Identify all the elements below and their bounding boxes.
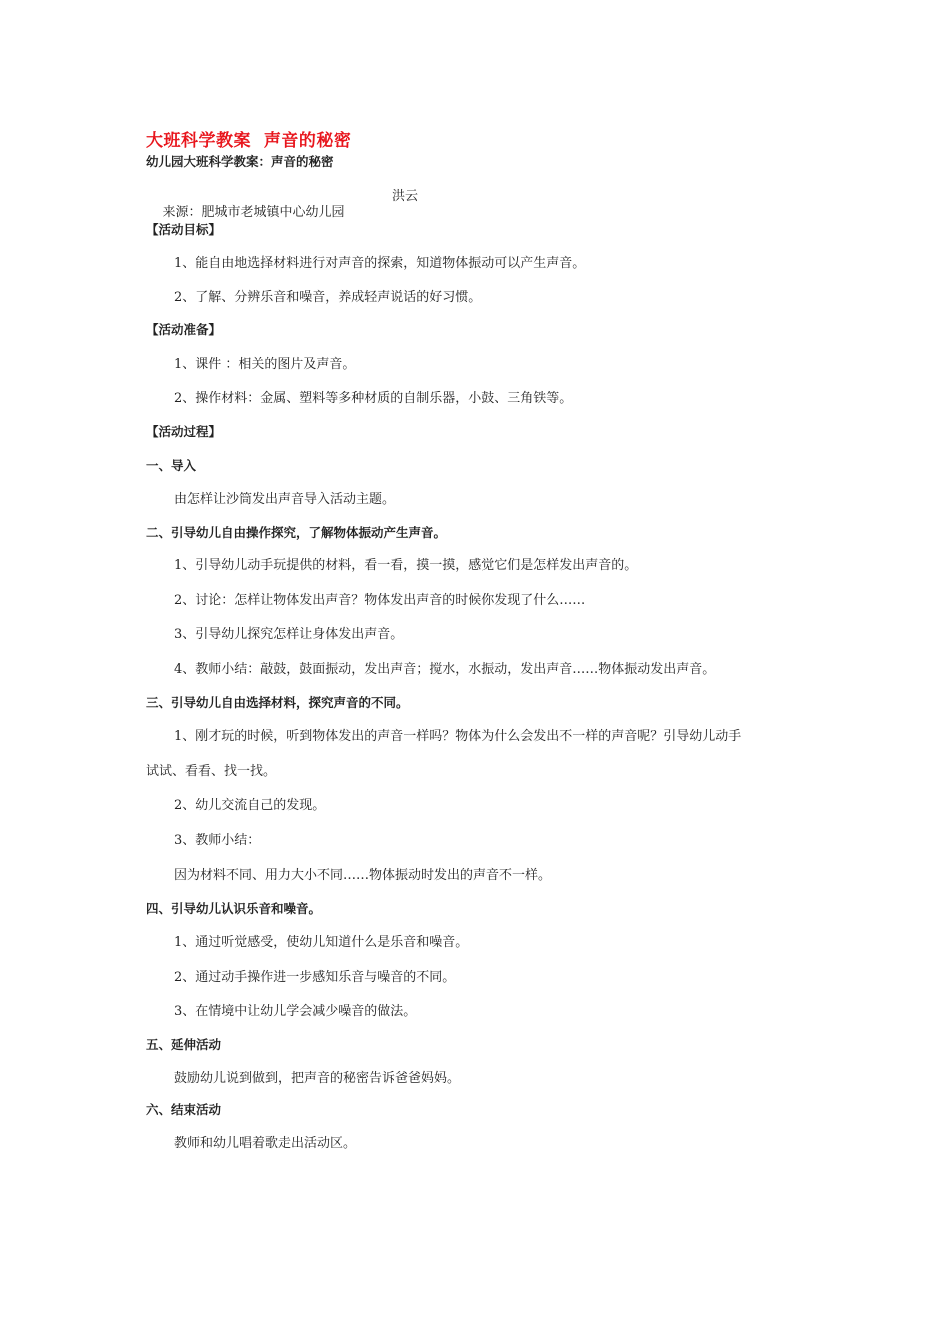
section-2-item: 1、引导幼儿动手玩提供的材料，看一看，摸一摸，感觉它们是怎样发出声音的。 [174, 558, 638, 573]
section-3-item: 1、刚才玩的时候，听到物体发出的声音一样吗？物体为什么会发出不一样的声音呢？引导幼儿动手 [174, 729, 742, 744]
section-2-item: 3、引导幼儿探究怎样让身体发出声音。 [174, 627, 404, 642]
process-heading: 【活动过程】 [146, 424, 222, 439]
section-4-item: 3、在情境中让幼儿学会减少噪音的做法。 [174, 1004, 417, 1019]
section-4-item: 2、通过动手操作进一步感知乐音与噪音的不同。 [174, 970, 456, 985]
goals-heading: 【活动目标】 [146, 222, 222, 237]
section-1-paragraph: 由怎样让沙筒发出声音导入活动主题。 [174, 492, 396, 507]
goal-item: 1、能自由地选择材料进行对声音的探索，知道物体振动可以产生声音。 [174, 256, 586, 271]
section-2-item: 4、教师小结：敲鼓，鼓面振动，发出声音；搅水，水振动，发出声音……物体振动发出声音。 [174, 662, 716, 677]
prep-heading: 【活动准备】 [146, 322, 222, 337]
section-5-heading: 五、延伸活动 [146, 1037, 222, 1052]
section-4-heading: 四、引导幼儿认识乐音和噪音。 [146, 901, 322, 916]
section-1-heading: 一、导入 [146, 458, 197, 473]
prep-item: 1、课件 ：相关的图片及声音。 [174, 357, 356, 372]
section-4-item: 1、通过听觉感受，使幼儿知道什么是乐音和噪音。 [174, 935, 469, 950]
document-subtitle: 幼儿园大班科学教案：声音的秘密 [146, 154, 334, 169]
section-5-paragraph: 鼓励幼儿说到做到，把声音的秘密告诉爸爸妈妈。 [174, 1071, 461, 1086]
section-3-item: 2、幼儿交流自己的发现。 [174, 798, 326, 813]
section-3-heading: 三、引导幼儿自由选择材料，探究声音的不同。 [146, 695, 409, 710]
source-label: 来源：肥城市老城镇中心幼儿园 [162, 205, 345, 220]
section-3-item-continuation: 试试、看看、找一找。 [146, 764, 277, 779]
section-3-summary: 因为材料不同、用力大小不同……物体振动时发出的声音不一样。 [174, 868, 552, 883]
goal-item: 2、了解、分辨乐音和噪音，养成轻声说话的好习惯。 [174, 290, 482, 305]
document-title: 大班科学教案 声音的秘密 [146, 131, 352, 151]
section-2-item: 2、讨论：怎样让物体发出声音？物体发出声音的时候你发现了什么…… [174, 593, 586, 608]
section-6-paragraph: 教师和幼儿唱着歌走出活动区。 [174, 1136, 357, 1151]
source-author: 洪云 [392, 189, 419, 204]
section-3-item: 3、教师小结： [174, 833, 261, 848]
section-2-heading: 二、引导幼儿自由操作探究，了解物体振动产生声音。 [146, 525, 447, 540]
prep-item: 2、操作材料：金属、塑料等多种材质的自制乐器，小鼓、三角铁等。 [174, 391, 573, 406]
section-6-heading: 六、结束活动 [146, 1102, 222, 1117]
